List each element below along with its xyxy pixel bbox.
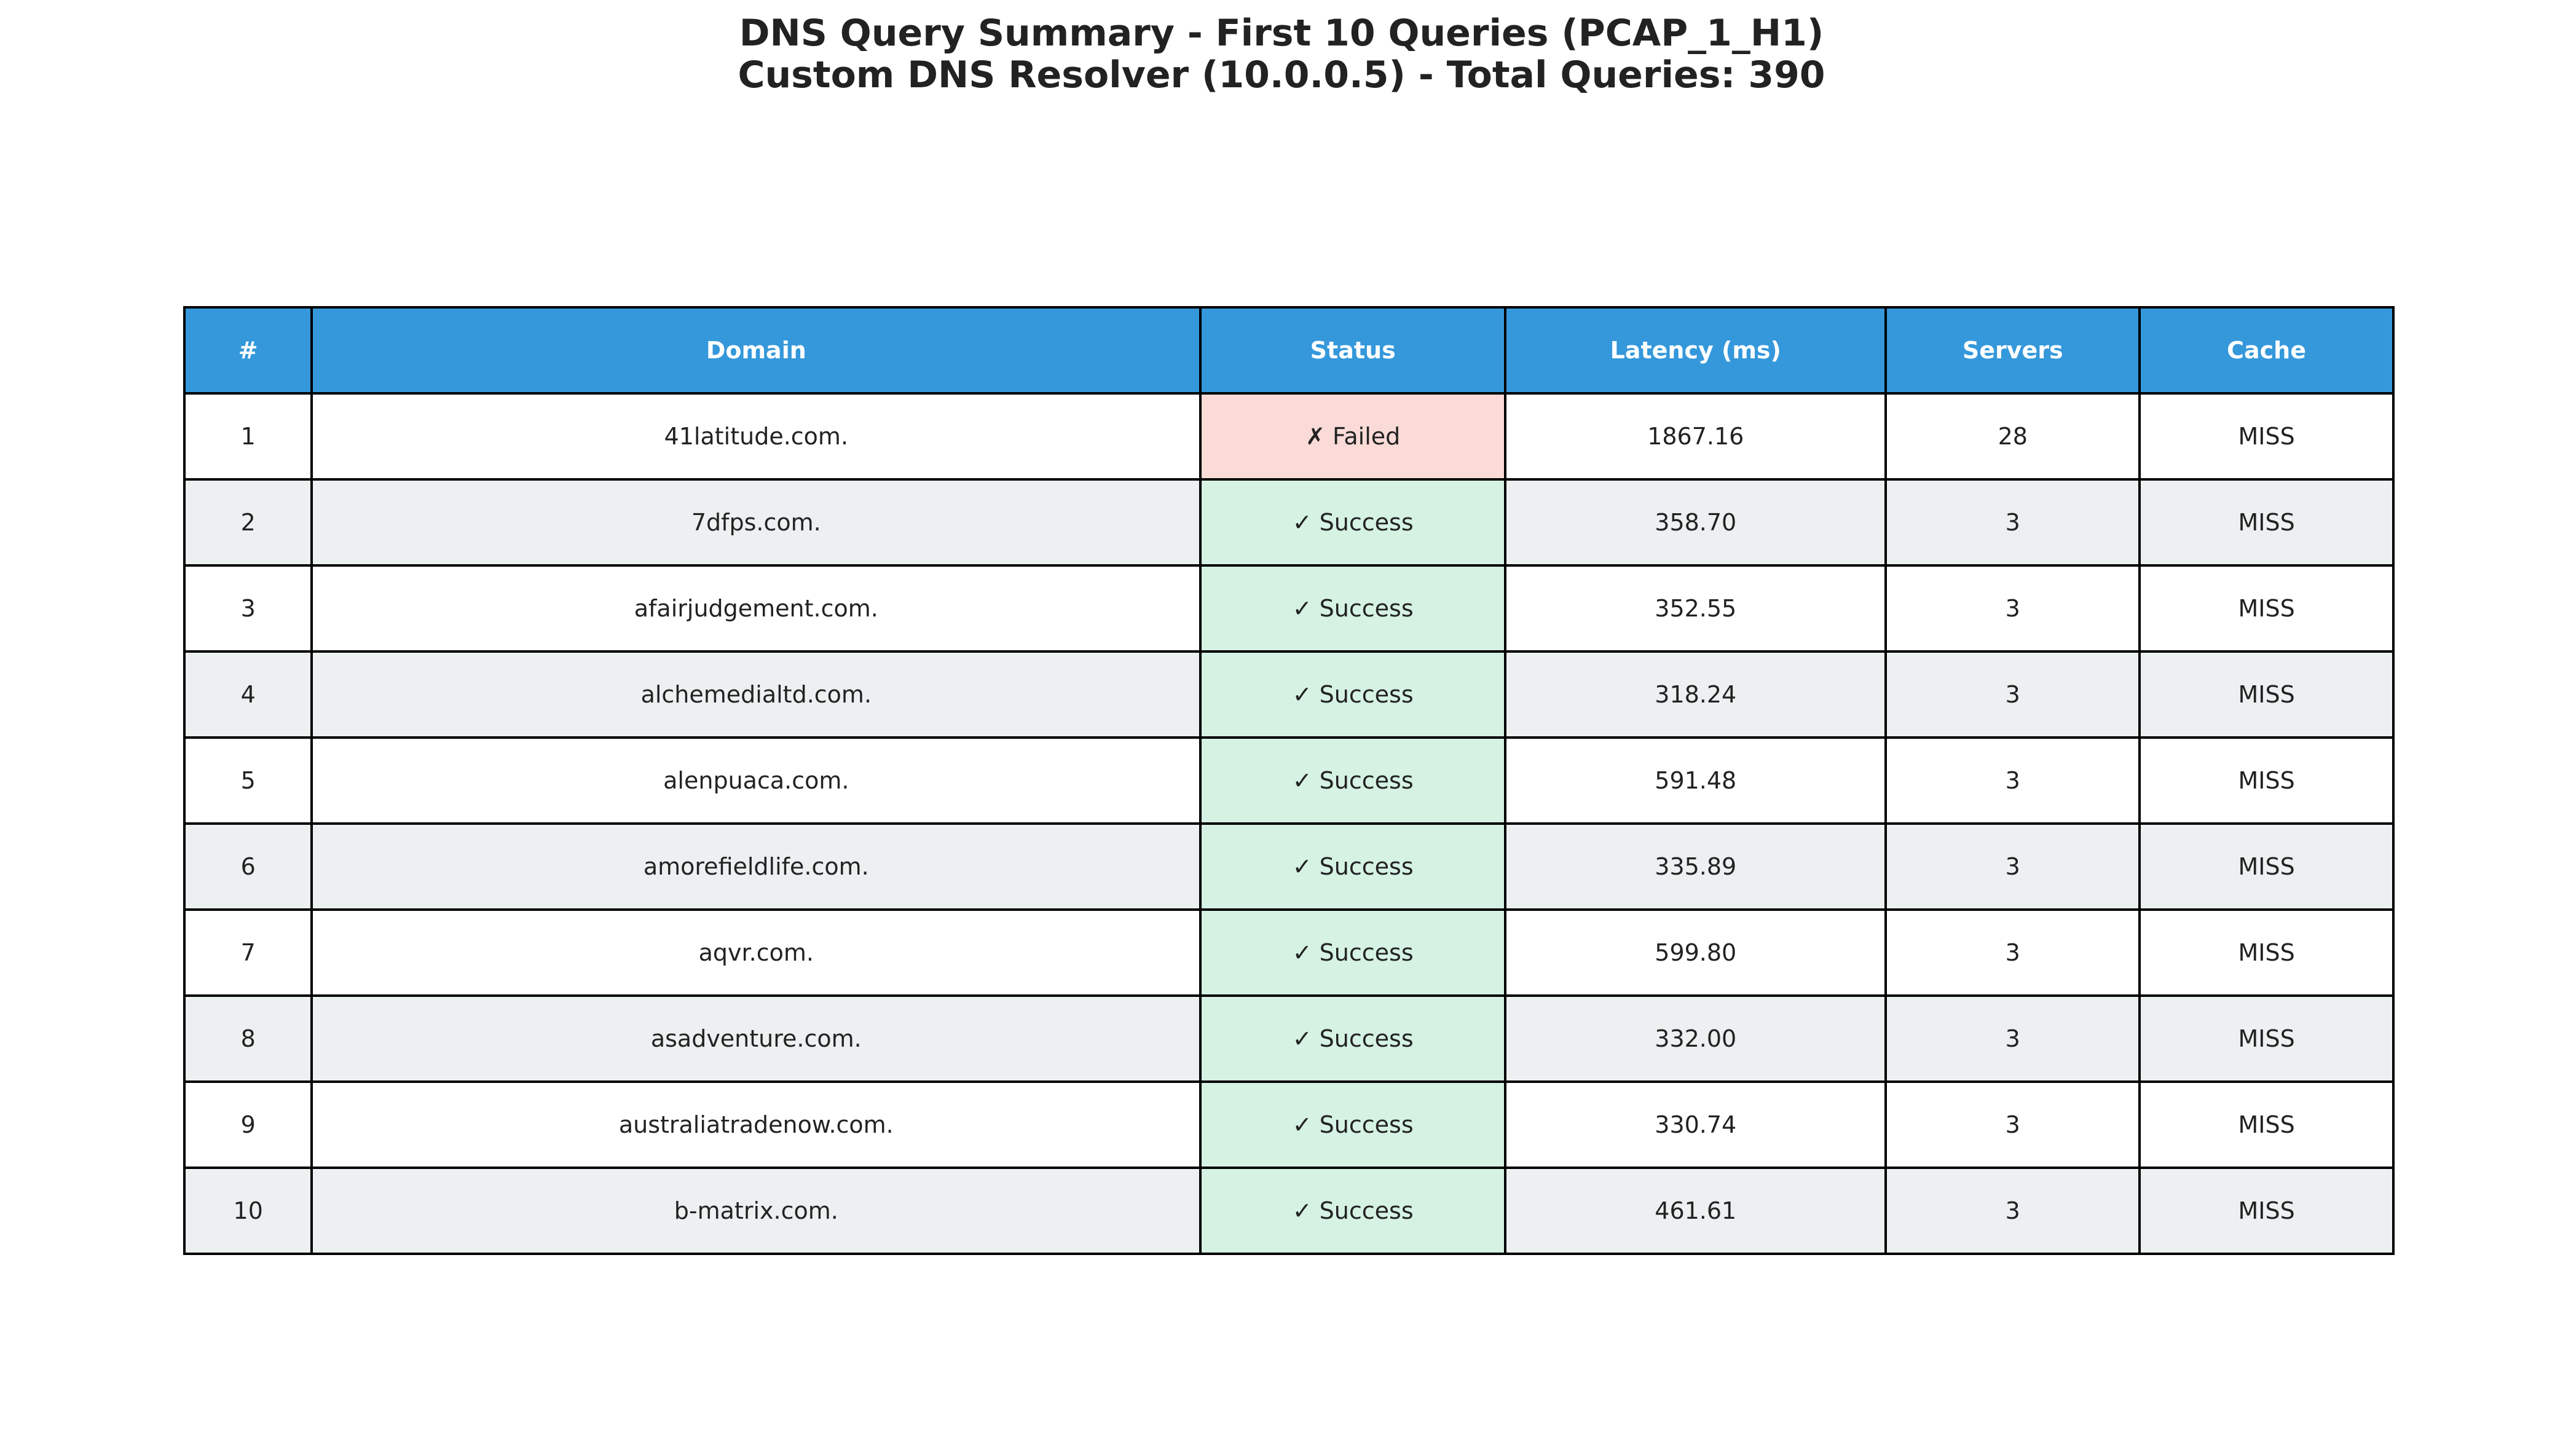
cell-cache: MISS xyxy=(2140,738,2393,824)
cell-servers: 3 xyxy=(1886,479,2140,565)
cell-domain: 41latitude.com. xyxy=(312,393,1200,479)
table-row xyxy=(184,1082,2393,1168)
cell-cache: MISS xyxy=(2140,565,2393,651)
cell-servers: 3 xyxy=(1886,996,2140,1082)
cell-index: 7 xyxy=(184,910,312,996)
cell-cache: MISS xyxy=(2140,393,2393,479)
table-row xyxy=(184,910,2393,996)
dns-query-table xyxy=(183,306,2395,1255)
column-header-latency: Latency (ms) xyxy=(1505,307,1886,393)
cell-servers: 28 xyxy=(1886,393,2140,479)
table-body xyxy=(184,393,2393,1254)
cell-cache: MISS xyxy=(2140,996,2393,1082)
cell-status: ✗ Failed xyxy=(1200,393,1505,479)
cell-status: ✓ Success xyxy=(1200,1082,1505,1168)
table-row xyxy=(184,651,2393,738)
table-row xyxy=(184,393,2393,479)
cell-latency: 461.61 xyxy=(1505,1168,1886,1254)
cell-status: ✓ Success xyxy=(1200,651,1505,738)
cell-cache: MISS xyxy=(2140,651,2393,738)
cell-servers: 3 xyxy=(1886,1082,2140,1168)
cell-latency: 332.00 xyxy=(1505,996,1886,1082)
table-row xyxy=(184,738,2393,824)
column-header-index: # xyxy=(184,307,312,393)
cell-cache: MISS xyxy=(2140,1168,2393,1254)
cell-index: 6 xyxy=(184,824,312,910)
table-row xyxy=(184,824,2393,910)
cell-domain: afairjudgement.com. xyxy=(312,565,1200,651)
cell-latency: 591.48 xyxy=(1505,738,1886,824)
cell-cache: MISS xyxy=(2140,824,2393,910)
column-header-servers: Servers xyxy=(1886,307,2140,393)
cell-servers: 3 xyxy=(1886,738,2140,824)
cell-index: 9 xyxy=(184,1082,312,1168)
cell-domain: alchemedialtd.com. xyxy=(312,651,1200,738)
cell-latency: 599.80 xyxy=(1505,910,1886,996)
cell-servers: 3 xyxy=(1886,910,2140,996)
cell-domain: australiatradenow.com. xyxy=(312,1082,1200,1168)
cell-servers: 3 xyxy=(1886,651,2140,738)
cell-latency: 1867.16 xyxy=(1505,393,1886,479)
cell-domain: asadventure.com. xyxy=(312,996,1200,1082)
cell-servers: 3 xyxy=(1886,565,2140,651)
cell-index: 5 xyxy=(184,738,312,824)
cell-index: 2 xyxy=(184,479,312,565)
cell-index: 3 xyxy=(184,565,312,651)
cell-domain: aqvr.com. xyxy=(312,910,1200,996)
cell-cache: MISS xyxy=(2140,479,2393,565)
column-header-domain: Domain xyxy=(312,307,1200,393)
column-header-cache: Cache xyxy=(2140,307,2393,393)
header-row xyxy=(184,307,2393,393)
cell-latency: 335.89 xyxy=(1505,824,1886,910)
cell-servers: 3 xyxy=(1886,1168,2140,1254)
cell-index: 10 xyxy=(184,1168,312,1254)
cell-domain: b-matrix.com. xyxy=(312,1168,1200,1254)
cell-servers: 3 xyxy=(1886,824,2140,910)
cell-cache: MISS xyxy=(2140,910,2393,996)
cell-index: 4 xyxy=(184,651,312,738)
cell-status: ✓ Success xyxy=(1200,565,1505,651)
cell-domain: amorefieldlife.com. xyxy=(312,824,1200,910)
cell-index: 8 xyxy=(184,996,312,1082)
cell-index: 1 xyxy=(184,393,312,479)
cell-cache: MISS xyxy=(2140,1082,2393,1168)
cell-status: ✓ Success xyxy=(1200,738,1505,824)
cell-latency: 318.24 xyxy=(1505,651,1886,738)
table-row xyxy=(184,996,2393,1082)
chart-subtitle: Custom DNS Resolver (10.0.0.5) - Total Queries: 390 xyxy=(738,53,1825,96)
cell-domain: alenpuaca.com. xyxy=(312,738,1200,824)
column-header-status: Status xyxy=(1200,307,1505,393)
cell-status: ✓ Success xyxy=(1200,479,1505,565)
cell-latency: 352.55 xyxy=(1505,565,1886,651)
chart-title: DNS Query Summary - First 10 Queries (PCAP_1_H1) xyxy=(739,12,1824,55)
cell-status: ✓ Success xyxy=(1200,1168,1505,1254)
cell-status: ✓ Success xyxy=(1200,824,1505,910)
cell-latency: 358.70 xyxy=(1505,479,1886,565)
table-row xyxy=(184,1168,2393,1254)
cell-status: ✓ Success xyxy=(1200,996,1505,1082)
cell-domain: 7dfps.com. xyxy=(312,479,1200,565)
table-row xyxy=(184,479,2393,565)
table-row xyxy=(184,565,2393,651)
cell-latency: 330.74 xyxy=(1505,1082,1886,1168)
cell-status: ✓ Success xyxy=(1200,910,1505,996)
